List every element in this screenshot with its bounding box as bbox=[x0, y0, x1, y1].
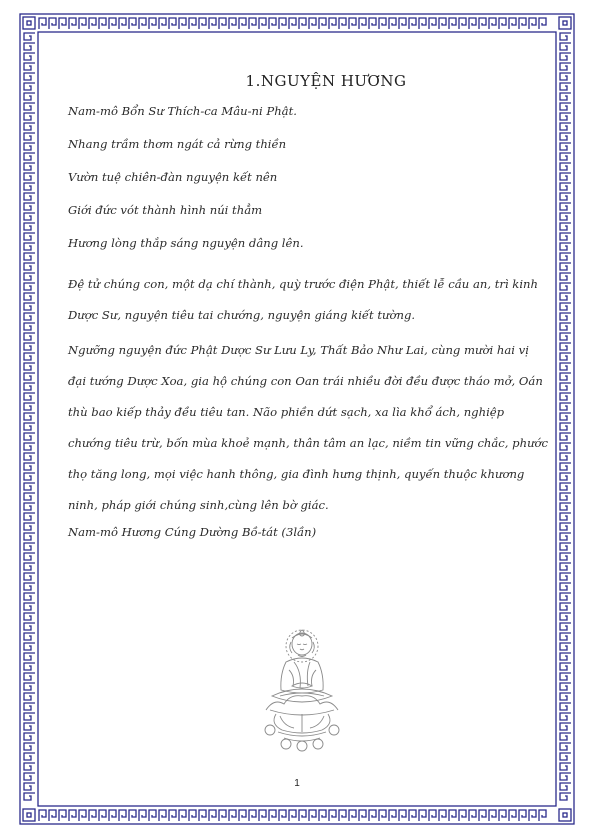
verse-line-3: Giới đức vót thành hình núi thẳm bbox=[68, 203, 263, 217]
verse-line-1: Nhang trầm thơm ngát cả rừng thiền bbox=[68, 137, 287, 151]
paragraph-2: Ngưỡng nguyện đức Phật Dược Sư Lưu Ly, Thất Bảo Như Lai, cùng mười hai vị đại tướng Dược Xoa, gia hộ chúng con Oan trái nhiều đời đều được tháo mở, Oán thù bao kiếp thảy đều tiêu tan. Não phiền dứt sạch, xa lìa khổ ách, nghiệp chướng tiêu trừ, bốn mùa khoẻ mạnh, thân tâm an lạc, niềm tin vững chắc, phước thọ tăng long, mọi việc hanh thông, gia đình hưng thịnh, quyến thuộc khương ninh, pháp giới chúng sinh,cùng lên bờ giác. bbox=[68, 343, 549, 512]
buddha-lotus-icon bbox=[256, 626, 348, 756]
paragraph-1: Đệ tử chúng con, một dạ chí thành, quỳ trước điện Phật, thiết lễ cầu an, trì kinh Dược Sư, nguyện tiêu tai chướng, nguyện giáng kiết tường. bbox=[68, 277, 538, 322]
closing-line: Nam-mô Hương Cúng Dường Bồ-tát (3lần) bbox=[68, 525, 317, 539]
page-title: 1.NGUYỆN HƯƠNG bbox=[245, 72, 407, 90]
verse-line-4: Hương lòng thắp sáng nguyện dâng lên. bbox=[68, 236, 304, 250]
invocation-line: Nam-mô Bổn Sư Thích-ca Mâu-ni Phật. bbox=[68, 104, 297, 118]
verse-line-2: Vườn tuệ chiên-đàn nguyện kết nên bbox=[68, 170, 278, 184]
content bbox=[68, 72, 548, 539]
page-number: 1 bbox=[294, 778, 300, 789]
